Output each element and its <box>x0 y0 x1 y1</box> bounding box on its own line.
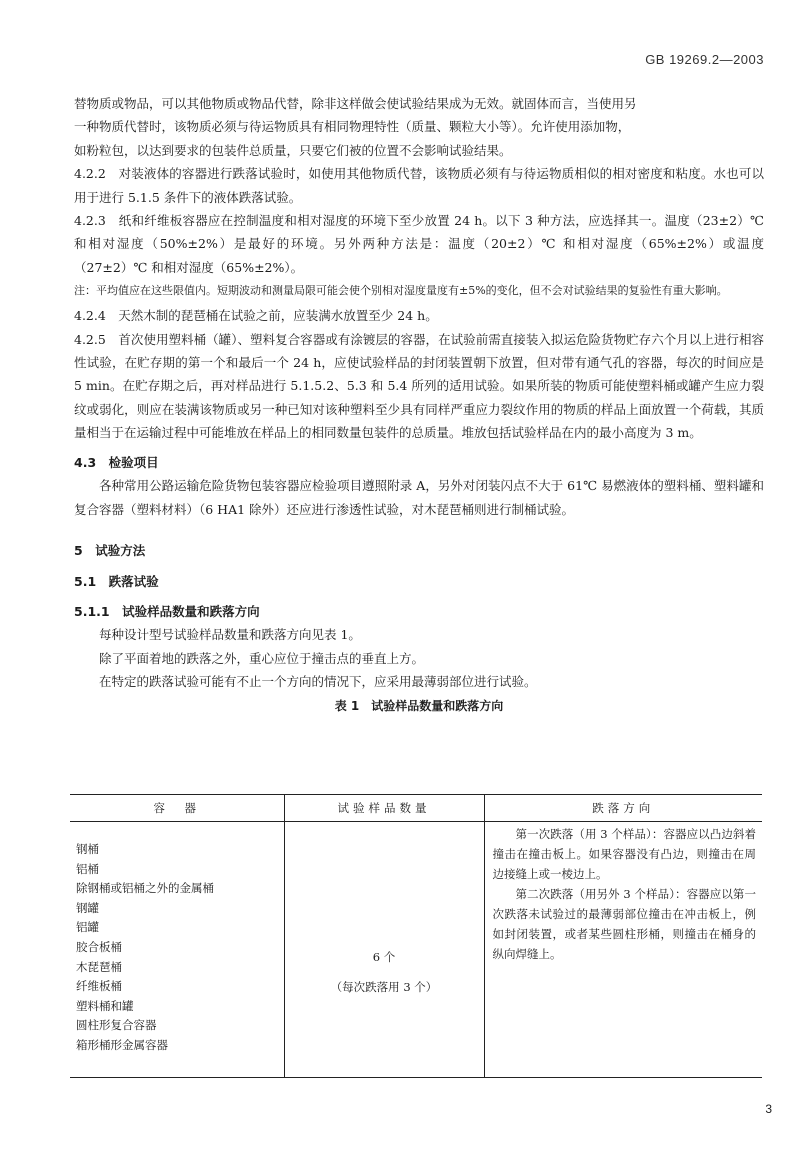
clause-4-2-5: 4.2.5 首次使用塑料桶（罐）、塑料复合容器或有涂镀层的容器，在试验前需直接装入拟运危险货物贮存六个月以上进行相容性试验，在贮存期的第一个和最后一个 24 h，应使试验样品的封闭装置朝下放置，但对带有通气孔的容器，每次的时间应是 5 min。在贮存期之后，再对样品进行 5.1.5.2、5.3 和 5.4 所列的适用试验。如果所装的物质可能使塑料桶或罐产生应力裂纹或弱化，则应在装满该物质或另一种已知对该种塑料至少具有同样严重应力裂纹作用的物质的样品上面放置一个荷载，其质量相当于在运输过程中可能堆放在样品上的相同数量包装件的总质量。堆放包括试验样品在内的最小高度为 3 m。 <box>74 331 764 441</box>
heading-5-1-1: 5.1.1 试验样品数量和跌落方向 <box>74 603 260 619</box>
paragraph-line: 每种设计型号试验样品数量和跌落方向见表 1。 <box>99 627 361 643</box>
clause-4-3: 各种常用公路运输危险货物包装容器应检验项目遵照附录 A，另外对闭装闪点不大于 61℃ 易燃液体的塑料桶、塑料罐和复合容器（塑料材料）（6 HA1 除外）还应进行渗透性试验，对木琵琶桶则进行制桶试验。 <box>74 478 764 517</box>
heading-section-5: 5 试验方法 <box>74 542 146 558</box>
document-body <box>74 92 764 723</box>
container-type: 除钢桶或铝桶之外的金属桶 <box>76 881 214 896</box>
clause-4-2-3-note: 注：平均值应在这些限值内。短期波动和测量局限可能会使个别相对湿度量度有±5%的变化，但不会对试验结果的复验性有重大影响。 <box>74 284 728 298</box>
container-type: 圆柱形复合容器 <box>76 1018 157 1033</box>
clause-4-2-2: 4.2.2 对装液体的容器进行跌落试验时，如使用其他物质代替，该物质必须有与待运物质相似的相对密度和粘度。水也可以用于进行 5.1.5 条件下的液体跌落试验。 <box>74 166 764 205</box>
sample-count: 6 个 <box>372 950 396 964</box>
container-type: 箱形桶形金属容器 <box>76 1037 168 1052</box>
container-type: 铝桶 <box>76 861 99 876</box>
table-header-container: 容 器 <box>70 795 284 822</box>
sample-count-note: （每次跌落用 3 个） <box>330 980 438 994</box>
intro-line: 如粉粒包，以达到要求的包装件总质量，只要它们被的位置不会影响试验结果。 <box>74 142 512 158</box>
drop-orientation-second: 第二次跌落（用另外 3 个样品）：容器应以第一次跌落未试验过的最薄弱部位撞击在冲击板上，例如封闭装置，或者某些圆柱形桶，则撞击在桶身的纵向焊缝上。 <box>492 887 756 961</box>
container-type: 钢罐 <box>76 900 99 915</box>
container-type-list <box>70 822 284 1078</box>
table-caption: 表 1 试验样品数量和跌落方向 <box>334 699 504 714</box>
intro-line: 替物质或物品，可以其他物质或物品代替，除非这样做会使试验结果成为无效。就固体而言，当使用另 <box>74 96 637 111</box>
drop-orientation-first: 第一次跌落（用 3 个样品）：容器应以凸边斜着撞击在撞击板上。如果容器没有凸边，则撞击在周边接缝上或一棱边上。 <box>492 827 756 881</box>
paragraph-line: 除了平面着地的跌落之外，重心应位于撞击点的垂直上方。 <box>99 650 425 666</box>
table-header-drop-orientation: 跌落方向 <box>484 795 762 822</box>
drop-orientation-cell <box>484 822 762 1078</box>
table-header-sample-count: 试验样品数量 <box>284 795 484 822</box>
page-number: 3 <box>765 1102 772 1116</box>
heading-4-3: 4.3 检验项目 <box>74 454 159 470</box>
container-type: 塑料桶和罐 <box>76 998 134 1013</box>
drop-test-table <box>70 794 762 1078</box>
container-type: 木琵琶桶 <box>76 959 122 974</box>
intro-line: 一种物质代替时，该物质必须与待运物质具有相同物理特性（质量、颗粒大小等）。允许使用添加物， <box>74 119 631 135</box>
paragraph-line: 在特定的跌落试验可能有不止一个方向的情况下，应采用最薄弱部位进行试验。 <box>99 673 537 689</box>
standard-number: GB 19269.2—2003 <box>645 52 764 67</box>
container-type: 钢桶 <box>76 842 99 856</box>
container-type: 铝罐 <box>76 920 99 935</box>
clause-4-2-3: 4.2.3 纸和纤维板容器应在控制温度和相对湿度的环境下至少放置 24 h。以下 3 种方法，应选择其一。温度（23±2）℃ 和相对湿度（50%±2%）是最好的环境。另外两种方法是：温度（20±2）℃ 和相对湿度（65%±2%）或温度（27±2）℃ 和相对湿度（65%±2%）。 <box>74 213 764 275</box>
container-type: 纤维板桶 <box>76 979 122 994</box>
clause-4-2-4: 4.2.4 天然木制的琵琶桶在试验之前，应装满水放置至少 24 h。 <box>74 308 438 324</box>
heading-5-1: 5.1 跌落试验 <box>74 574 159 590</box>
sample-count-cell <box>284 822 484 1078</box>
container-type: 胶合板桶 <box>76 939 122 954</box>
